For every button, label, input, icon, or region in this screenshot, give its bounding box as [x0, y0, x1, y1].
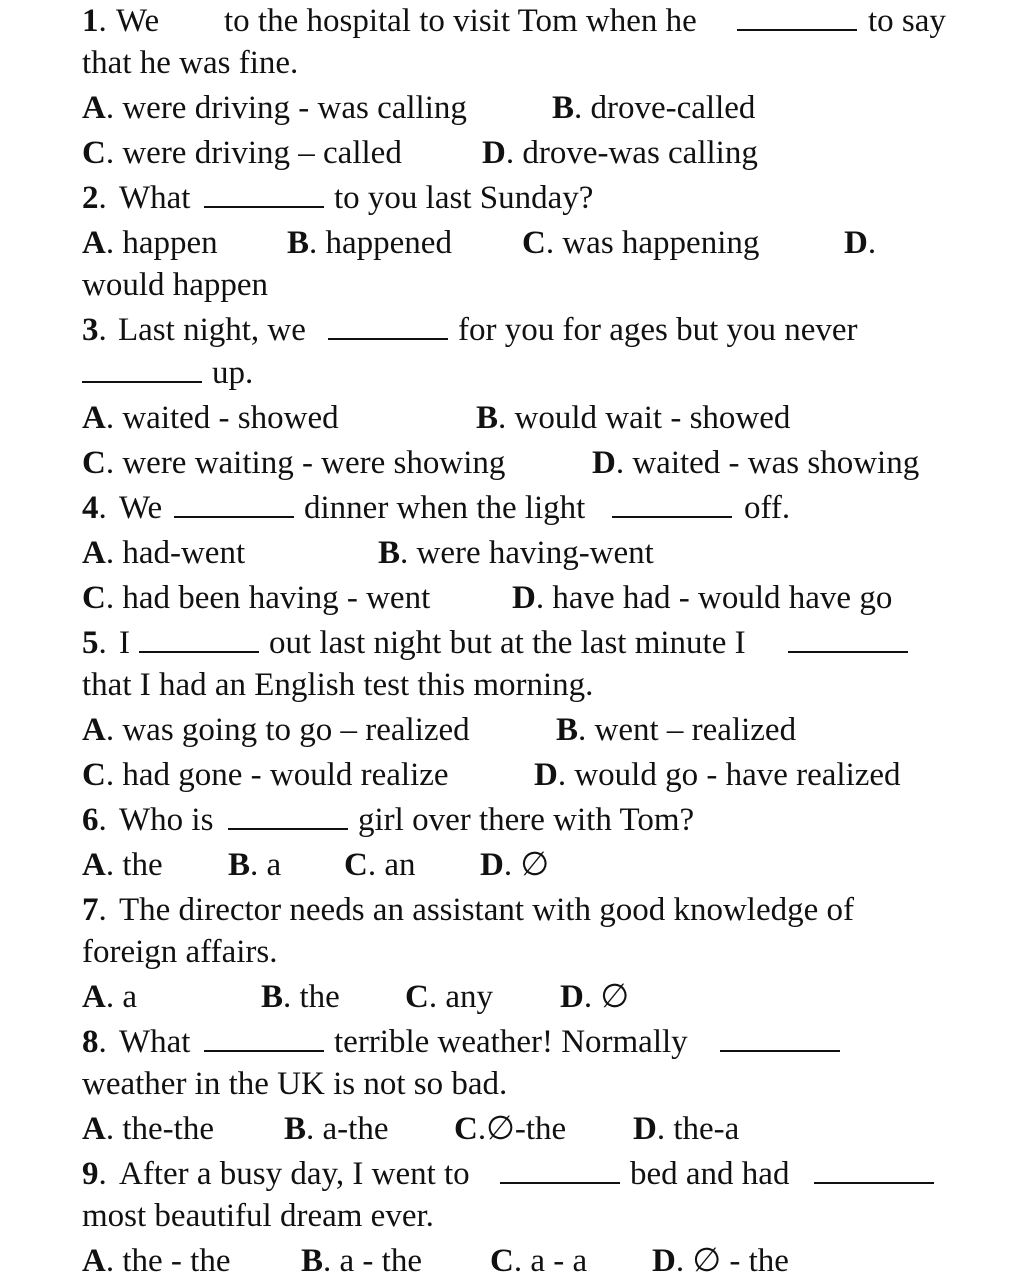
answer-blank	[82, 353, 202, 393]
answer-blank	[139, 623, 259, 663]
question-6-stem-part-2: girl over there with Tom?	[358, 802, 695, 838]
option-b: B. would wait - showed	[476, 400, 791, 436]
option-a: A. were driving - was calling	[82, 90, 467, 126]
question-9-number: 9.	[82, 1156, 107, 1192]
question-8-number: 8.	[82, 1024, 107, 1060]
question-7-stem-part-1: The director needs an assistant with good knowledge of	[119, 892, 854, 928]
question-3-number: 3.	[82, 312, 107, 348]
question-2-stem-part-1: What	[119, 180, 191, 216]
option-c: C. any	[405, 979, 493, 1015]
question-2-number: 2.	[82, 180, 107, 216]
option-d: D. drove-was calling	[482, 135, 758, 171]
answer-blank	[788, 623, 908, 663]
answer-blank	[174, 488, 294, 528]
option-c: C. a - a	[490, 1243, 588, 1279]
option-b: B. a	[228, 847, 282, 883]
option-b: B. a-the	[284, 1111, 389, 1147]
option-c: C. were driving – called	[82, 135, 402, 171]
question-4-stem-part-2: dinner when the light	[304, 490, 586, 526]
question-7-number: 7.	[82, 892, 107, 928]
option-d: D. have had - would have go	[512, 580, 893, 616]
option-c: C. an	[344, 847, 416, 883]
question-4-stem-part-3: off.	[744, 490, 791, 526]
question-1-stem-part-1: We	[116, 3, 160, 39]
question-5-stem-part-3: that I had an English test this morning.	[82, 667, 594, 703]
option-d: D. ∅	[480, 847, 550, 883]
question-9-stem-part-2: bed and had	[630, 1156, 790, 1192]
answer-blank	[500, 1154, 620, 1194]
option-d: D. waited - was showing	[592, 445, 920, 481]
option-c: C. had gone - would realize	[82, 757, 449, 793]
option-b: B. went – realized	[556, 712, 797, 748]
option-d: D. would go - have realized	[534, 757, 901, 793]
question-6-stem-part-1: Who is	[119, 802, 214, 838]
question-8-stem-part-1: What	[119, 1024, 191, 1060]
option-d: D. the-a	[633, 1111, 740, 1147]
question-9-stem-part-3: most beautiful dream ever.	[82, 1198, 434, 1234]
option-b: B. were having-went	[378, 535, 654, 571]
option-b: B. a - the	[301, 1243, 422, 1279]
option-a: A. happen	[82, 225, 218, 261]
option-d: D. ∅	[560, 979, 630, 1015]
question-4-stem-part-1: We	[119, 490, 163, 526]
option-c: C. had been having - went	[82, 580, 431, 616]
option-a: A. the - the	[82, 1243, 231, 1279]
question-4-number: 4.	[82, 490, 107, 526]
option-a: A. waited - showed	[82, 400, 339, 436]
option-a: A. a	[82, 979, 137, 1015]
question-3-stem-part-3: up.	[212, 355, 254, 391]
option-c: C.∅-the	[454, 1111, 567, 1147]
option-a: A. had-went	[82, 535, 246, 571]
answer-blank	[228, 800, 348, 840]
question-5-number: 5.	[82, 625, 107, 661]
question-1-stem-part-4: that he was fine.	[82, 45, 299, 81]
question-1-stem-part-2: to the hospital to visit Tom when he	[224, 3, 697, 39]
question-9-stem-part-1: After a busy day, I went to	[119, 1156, 470, 1192]
question-6-number: 6.	[82, 802, 107, 838]
answer-blank	[204, 178, 324, 218]
question-1-stem-part-3: to say	[868, 3, 946, 39]
answer-blank	[720, 1022, 840, 1062]
answer-blank	[612, 488, 732, 528]
option-d-text: would happen	[82, 267, 269, 303]
question-3-stem-part-2: for you for ages but you never	[458, 312, 858, 348]
question-3-stem-part-1: Last night, we	[118, 312, 306, 348]
question-5-stem-part-1: I	[119, 625, 130, 661]
question-5-stem-part-2: out last night but at the last minute I	[269, 625, 746, 661]
question-7-stem-part-2: foreign affairs.	[82, 934, 278, 970]
option-c: C. was happening	[522, 225, 760, 261]
answer-blank	[328, 310, 448, 350]
option-d: D. ∅ - the	[652, 1243, 789, 1279]
answer-blank	[814, 1154, 934, 1194]
option-d-letter: D.	[844, 225, 877, 261]
question-1-number: 1.	[82, 3, 107, 39]
answer-blank	[204, 1022, 324, 1062]
option-c: C. were waiting - were showing	[82, 445, 506, 481]
question-8-stem-part-3: weather in the UK is not so bad.	[82, 1066, 508, 1102]
option-b: B. happened	[287, 225, 452, 261]
option-a: A. the	[82, 847, 163, 883]
option-a: A. the-the	[82, 1111, 214, 1147]
question-2-stem-part-2: to you last Sunday?	[334, 180, 594, 216]
option-b: B. drove-called	[552, 90, 756, 126]
option-a: A. was going to go – realized	[82, 712, 470, 748]
option-b: B. the	[261, 979, 340, 1015]
question-8-stem-part-2: terrible weather! Normally	[334, 1024, 688, 1060]
answer-blank	[737, 1, 857, 41]
